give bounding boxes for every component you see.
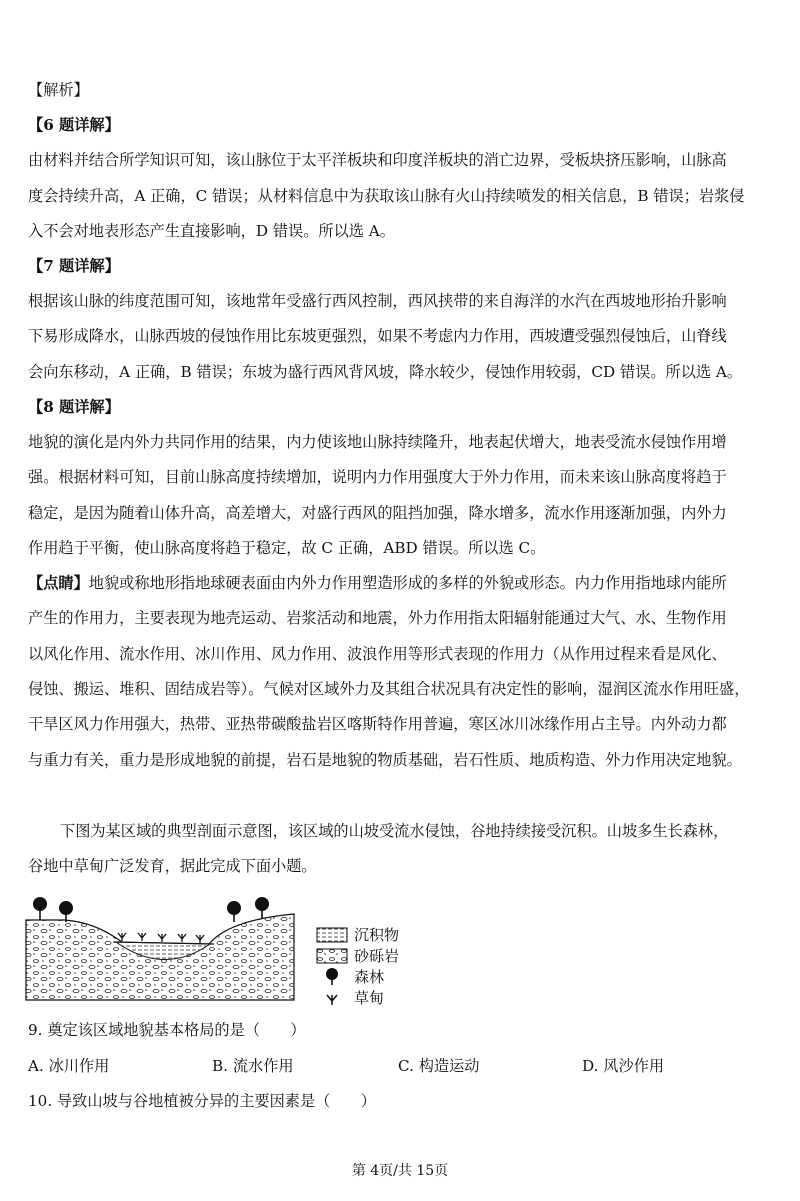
legend-forest-icon: [322, 966, 342, 986]
legend-meadow-icon: [322, 988, 342, 1006]
tip-heading: 【点睛】: [28, 574, 89, 592]
q9-option-a: A. 冰川作用: [28, 1057, 110, 1075]
q7-heading: 【7 题详解】: [28, 257, 120, 275]
q6-line-2: 度会持续升高，A 正确，C 错误；从材料信息中为获取该山脉有火山持续喷发的相关信息，B 错误；岩浆侵: [28, 187, 745, 205]
q8-line-2: 强。根据材料可知，目前山脉高度持续增加，说明内力作用强度大于外力作用，而未来该山脉高度将趋于: [28, 468, 727, 486]
tip-line-3: 以风化作用、流水作用、冰川作用、风力作用、波浪作用等形式表现的作用力（从作用过程来看是风化、: [28, 645, 727, 663]
tip-line-4: 侵蚀、搬运、堆积、固结成岩等）。气候对区域外力及其组合状况具有决定性的影响，湿润区流水作用旺盛，: [28, 680, 750, 698]
q9-option-b: B. 流水作用: [212, 1057, 294, 1075]
legend-conglomerate-label: 砂砾岩: [354, 947, 400, 965]
q10-stem: 10. 导致山坡与谷地植被分异的主要因素是（ ）: [28, 1092, 376, 1110]
q8-line-3: 稳定，是因为随着山体升高，高差增大，对盛行西风的阻挡加强，降水增多，流水作用逐渐加强，内外力: [28, 504, 727, 522]
q9-stem: 9. 奠定该区域地貌基本格局的是（ ）: [28, 1021, 306, 1039]
tree-icon: [227, 901, 241, 922]
legend-meadow-label: 草甸: [354, 989, 385, 1007]
analysis-label: 【解析】: [28, 81, 89, 99]
q6-heading: 【6 题详解】: [28, 116, 120, 134]
legend-sediment-label: 沉积物: [354, 926, 400, 944]
legend-sediment-swatch: [316, 927, 348, 943]
tip-line-5: 干旱区风力作用强大，热带、亚热带碳酸盐岩区喀斯特作用普遍，寒区冰川冰缘作用占主导。内外动力都: [28, 715, 727, 733]
q8-line-1: 地貌的演化是内外力共同作用的结果，内力使该地山脉持续隆升，地表起伏增大，地表受流水侵蚀作用增: [28, 433, 727, 451]
passage-line-2: 谷地中草甸广泛发育，据此完成下面小题。: [28, 857, 317, 875]
tree-icon: [255, 897, 269, 918]
q9-option-d: D. 风沙作用: [582, 1057, 665, 1075]
tip-line-2: 产生的作用力，主要表现为地壳运动、岩浆活动和地震，外力作用指太阳辐射能通过大气、水、生物作用: [28, 609, 727, 627]
tree-icon: [33, 897, 47, 920]
q6-line-3: 入不会对地表形态产生直接影响，D 错误。所以选 A。: [28, 222, 395, 240]
q7-line-3: 会向东移动，A 正确，B 错误；东坡为盛行西风背风坡，降水较少，侵蚀作用较弱，CD 错误。所以选 A。: [28, 363, 743, 381]
tip-line-6: 与重力有关，重力是形成地貌的前提，岩石是地貌的物质基础，岩石性质、地质构造、外力作用决定地貌。: [28, 751, 742, 769]
legend-conglomerate-swatch: [316, 948, 348, 964]
meadow-icon: [118, 933, 204, 943]
tip-line-1-text: 地貌或称地形指地球硬表面由内外力作用塑造形成的多样的外貌或形态。内力作用指地球内能所: [88, 574, 727, 592]
passage-line-1: 下图为某区域的典型剖面示意图，该区域的山坡受流水侵蚀，谷地持续接受沉积。山坡多生长森林，: [60, 822, 729, 840]
q8-heading: 【8 题详解】: [28, 398, 120, 416]
q8-line-4: 作用趋于平衡，使山脉高度将趋于稳定，故 C 正确，ABD 错误。所以选 C。: [28, 539, 546, 557]
tree-icon: [59, 901, 73, 922]
cross-section-diagram: [24, 892, 304, 1002]
q7-line-1: 根据该山脉的纬度范围可知，该地常年受盛行西风控制，西风挟带的来自海洋的水汽在西坡地形抬升影响: [28, 292, 727, 310]
q6-line-1: 由材料并结合所学知识可知，该山脉位于太平洋板块和印度洋板块的消亡边界，受板块挤压影响，山脉高: [28, 151, 727, 169]
page-footer: 第 4页/共 15页: [351, 1163, 449, 1179]
legend-forest-label: 森林: [354, 968, 385, 986]
q7-line-2: 下易形成降水，山脉西坡的侵蚀作用比东坡更强烈，如果不考虑内力作用，西坡遭受强烈侵蚀后，山脊线: [28, 327, 727, 345]
tip-line-1: [28, 573, 727, 593]
q9-option-c: C. 构造运动: [398, 1057, 480, 1075]
